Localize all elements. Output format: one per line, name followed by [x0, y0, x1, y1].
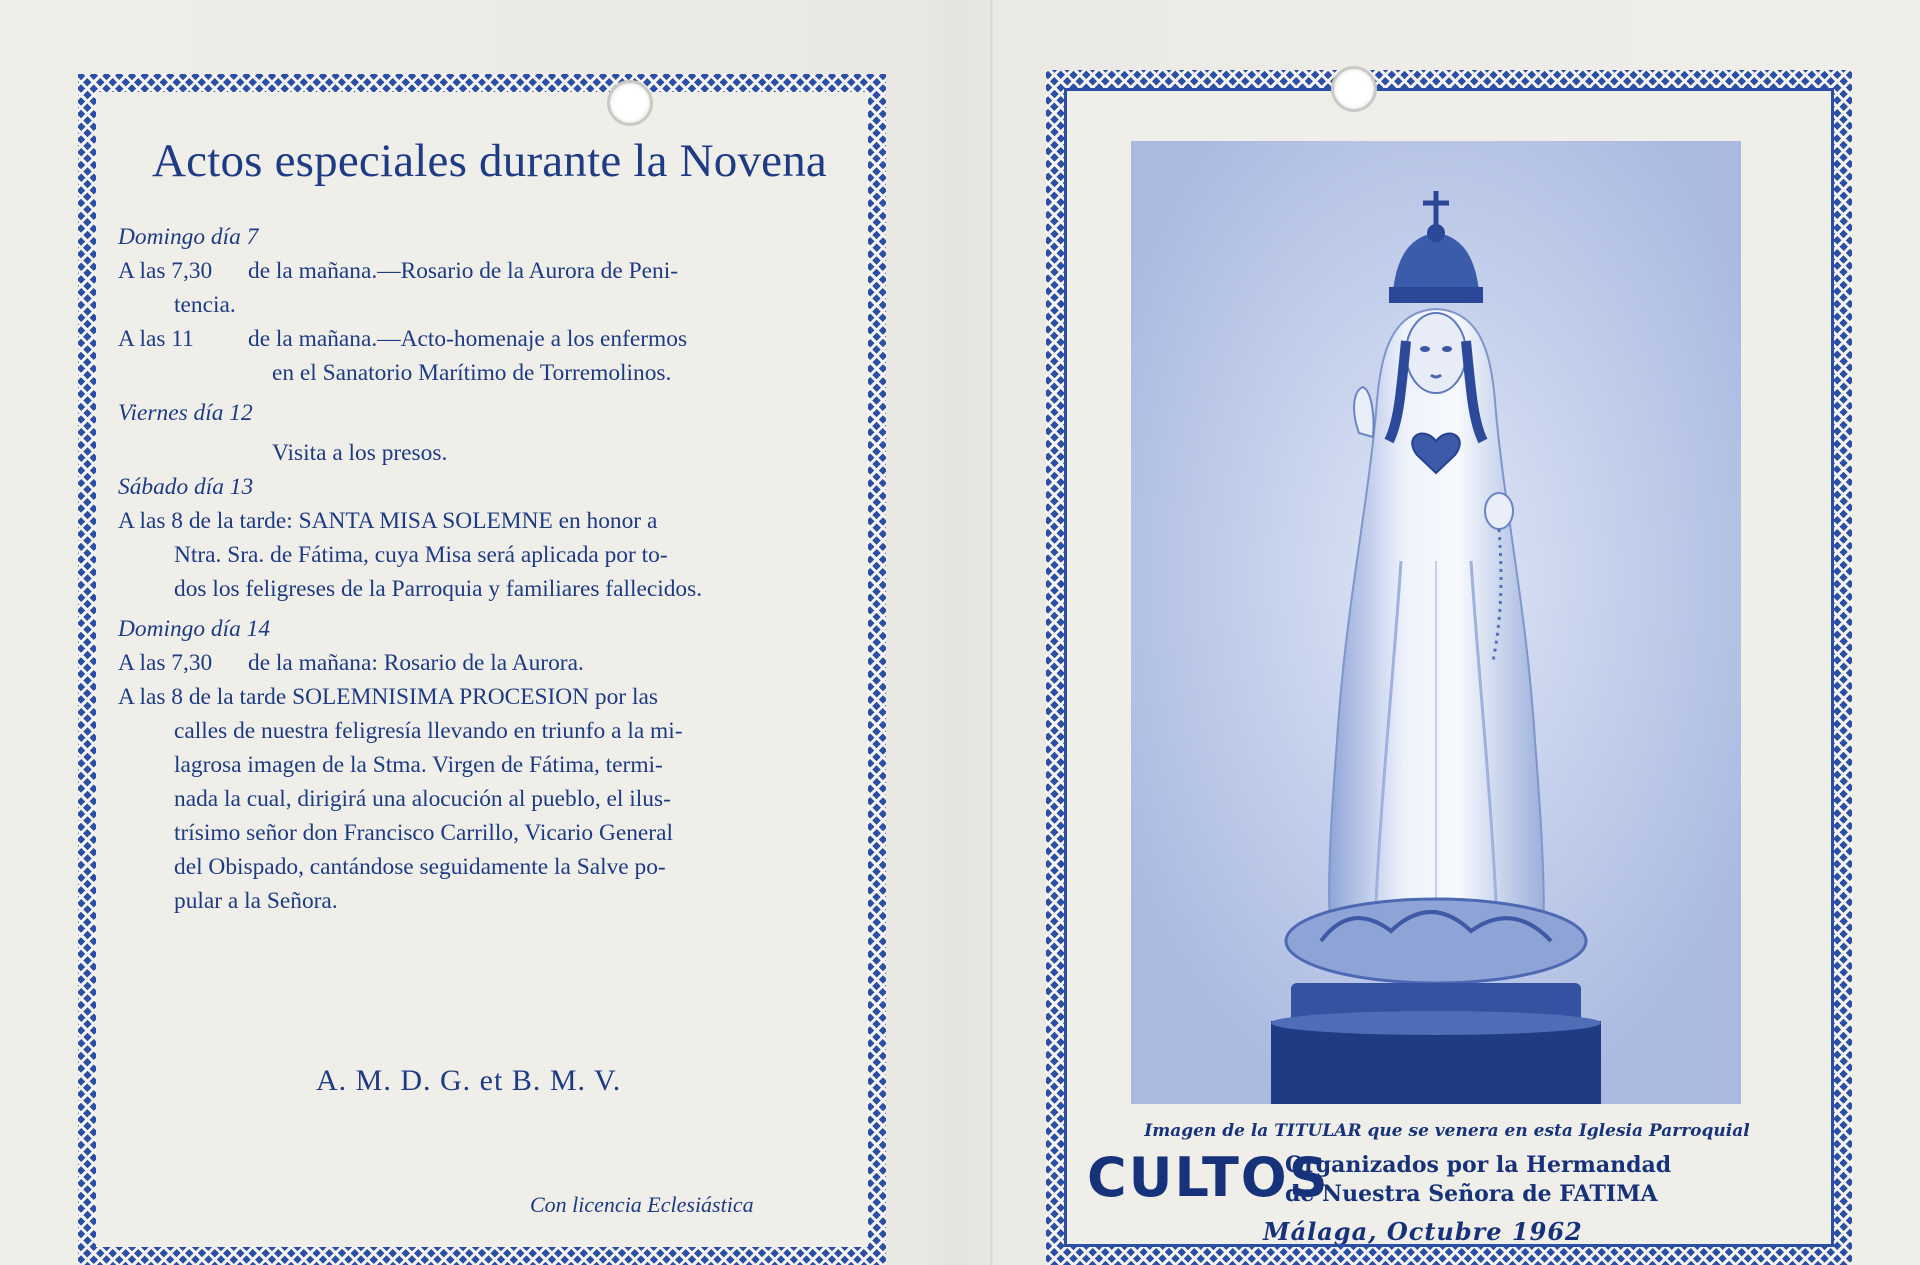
entry-text: de la mañana: Rosario de la Aurora.: [248, 650, 584, 676]
cultos-heading: CULTOS: [1087, 1146, 1330, 1209]
entry-time: A las 8 de la tarde:: [118, 508, 293, 534]
virgin-statue-illustration: [1131, 141, 1741, 1104]
entry-time: A las 8 de la tarde: [118, 684, 287, 710]
entry-text: SANTA MISA SOLEMNE en honor a: [298, 508, 658, 534]
entry-continuation: del Obispado, cantándose seguidamente la Salve po-: [174, 854, 666, 880]
entry-continuation: Ntra. Sra. de Fátima, cuya Misa será aplicada por to-: [174, 542, 668, 568]
center-fold: [990, 0, 993, 1265]
entry-continuation: dos los feligreses de la Parroquia y familiares fallecidos.: [174, 576, 703, 602]
entry-time: A las 7,30: [118, 258, 213, 284]
schedule-entry: [118, 322, 841, 356]
entry-continuation: lagrosa imagen de la Stma. Virgen de Fátima, termi-: [174, 752, 663, 778]
virgin-statue-photo: [1131, 141, 1741, 1104]
organizer-line: de Nuestra Señora de FATIMA: [1285, 1181, 1658, 1207]
right-page: [1064, 88, 1834, 1247]
closing-motto: A. M. D. G. et B. M. V.: [316, 1064, 622, 1097]
entry-time: A las 11: [118, 326, 194, 352]
entry-time: A las 7,30: [118, 650, 213, 676]
day-heading: Domingo día 7: [118, 224, 259, 250]
schedule-entry: [118, 680, 841, 714]
entry-continuation: pular a la Señora.: [174, 888, 338, 914]
cloud-base-icon: [1286, 899, 1586, 983]
entry-text: de la mañana.—Rosario de la Aurora de Peni-: [248, 258, 678, 284]
day-heading: Domingo día 14: [118, 616, 271, 642]
place-date: Málaga, Octubre 1962: [1263, 1217, 1583, 1246]
entry-continuation: nada la cual, dirigirá una alocución al pueblo, el ilus-: [174, 786, 671, 812]
right-page-border: [1046, 70, 1852, 1265]
schedule-entry: [118, 646, 841, 680]
organizer-line: Organizados por la Hermandad: [1285, 1152, 1672, 1178]
punch-hole-icon: [1331, 66, 1377, 112]
entry-continuation: calles de nuestra feligresía llevando en triunfo a la mi-: [174, 718, 683, 744]
schedule-entry: [118, 504, 841, 538]
left-page: [96, 92, 868, 1247]
entry-continuation: tencia.: [174, 292, 236, 318]
schedule-entry: [118, 254, 841, 288]
day-heading: Viernes día 12: [118, 400, 253, 426]
entry-text: Visita a los presos.: [272, 440, 448, 466]
ecclesiastical-licence: Con licencia Eclesiástica: [530, 1192, 754, 1217]
punch-hole-icon: [607, 80, 653, 126]
entry-continuation: trísimo señor don Francisco Carrillo, Vicario General: [174, 820, 673, 846]
entry-continuation: en el Sanatorio Marítimo de Torremolinos.: [272, 360, 672, 386]
day-heading: Sábado día 13: [118, 474, 254, 500]
left-page-border: [78, 74, 886, 1265]
entry-text: SOLEMNISIMA PROCESION por las: [292, 684, 658, 710]
organizer-text: [1285, 1151, 1805, 1209]
photo-caption: Imagen de la TITULAR que se venera en esta Iglesia Parroquial: [1144, 1121, 1750, 1141]
entry-text: de la mañana.—Acto-homenaje a los enfermos: [248, 326, 688, 352]
novena-schedule: [118, 220, 841, 918]
page-title: Actos especiales durante la Novena: [152, 135, 827, 187]
